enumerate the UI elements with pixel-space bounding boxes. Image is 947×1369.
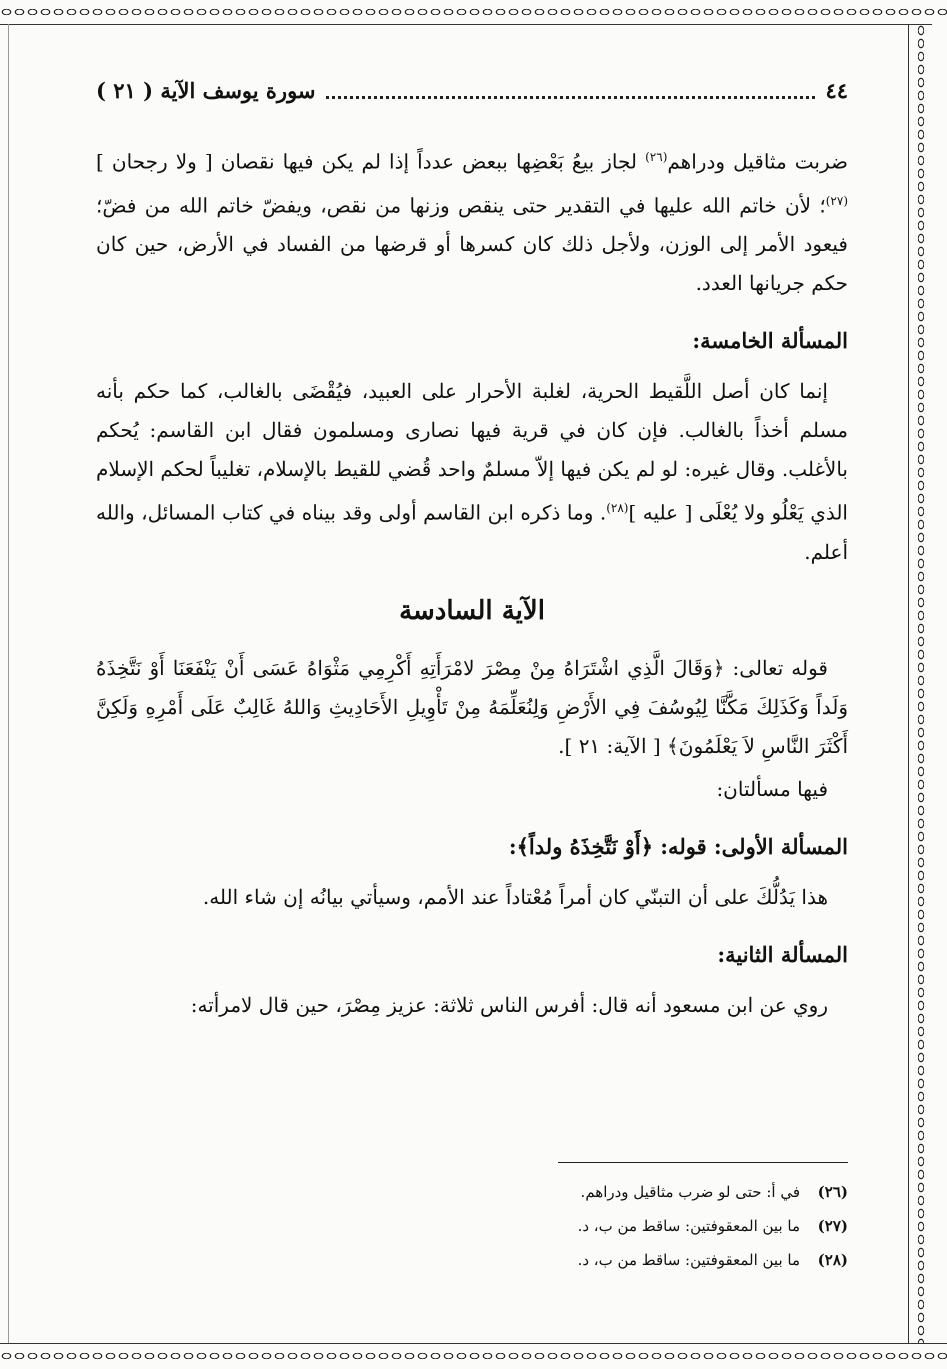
ornamental-border-right: [908, 24, 933, 1343]
ornamental-border-top: [0, 0, 947, 25]
page-number: ٤٤: [825, 77, 848, 103]
paragraph-1-text-c: ؛ لأن خاتم الله عليها في التقدير حتى ينقص وزنها من نقص، ويفضّ خاتم الله من فضّ؛ فيعود الأمر إلى الوزن، ولأجل ذلك كان كسرها أو قرضها من الفساد في الأرض، حين كان حكم جريانها العدد.: [96, 193, 848, 296]
footnote-item: [420, 1209, 848, 1243]
footnote-text: ما بين المعقوفتين: ساقط من ب، د.: [577, 1217, 800, 1235]
footnote-ref-27: (٢٧): [825, 193, 848, 208]
footnotes: [420, 1175, 848, 1277]
border-left: [0, 24, 9, 1343]
footnote-text: ما بين المعقوفتين: ساقط من ب، د.: [577, 1251, 800, 1269]
verse-text: قوله تعالى: ﴿وَقَالَ الَّذِي اشْتَرَاهُ مِنْ مِصْرَ لامْرَأَتِهِ أَكْرِمِي مَثْوَاهُ عَسَى أَنْ يَنْفَعَنَا أَوْ نَتَّخِذَهُ وَلَداً وَكَذَلِكَ مَكَّنَّا لِيُوسُفَ فِي الأَرْضِ وَلِنُعَلِّمَهُ مِنْ تَأْوِيلِ الأَحَادِيثِ وَاللهُ غَالِبٌ عَلَى أَمْرِهِ وَلَكِنَّ أَكْثَرَ النَّاسِ لاَ يَعْلَمُونَ﴾ [ الآية: ٢١ ].: [96, 655, 848, 758]
footnote-number: (٢٧): [817, 1217, 848, 1235]
running-header: [96, 70, 848, 110]
footnote-item: [420, 1175, 848, 1209]
paragraph-6: روي عن ابن مسعود أنه قال: أفرس الناس ثلاثة: عزيز مِصْرَ، حين قال لامرأته:: [190, 992, 828, 1017]
paragraph-1: [96, 138, 848, 303]
footnote-separator: [558, 1162, 848, 1163]
heading-second-issue: المسألة الثانية:: [717, 941, 848, 967]
footnote-number: (٢٨): [817, 1251, 848, 1269]
page-content: [96, 70, 848, 1029]
ornamental-border-bottom: [0, 1343, 947, 1368]
paragraph-4: فيها مسألتان:: [716, 776, 828, 801]
header-dot-leader: [326, 93, 816, 99]
paragraph-1-text-a: ضربت مثاقيل ودراهم: [667, 149, 848, 174]
footnote-text: في أ: حتى لو ضرب مثاقيل ودراهم.: [580, 1183, 800, 1201]
section-title: الآية السادسة: [399, 595, 545, 626]
paragraph-2-text-a: إنما كان أصل اللَّقيط الحرية، لغلبة الأحرار على العبيد، فيُقْضَى بالغالب، كما حكم بأنه مسلم أخذاً بالغالب. فإن كان في قرية فيها نصارى ومسلمون فقال ابن القاسم: يُحكم بالأغلب. وقال غيره: لو لم يكن فيها إلاّ مسلمٌ واحد قُضي للقيط بالإسلام، تغليباً لحكم الإسلام الذي يَعْلُو ولا يُعْلَى [ عليه ]: [96, 379, 848, 525]
footnote-item: [420, 1243, 848, 1277]
footnote-ref-28: (٢٨): [606, 501, 629, 516]
paragraph-5: هذا يَدُلُّكَ على أن التبنّي كان أمراً مُعْتاداً عند الأمم، وسيأتي بيانُه إن شاء الله.: [202, 884, 828, 909]
footnote-number: (٢٦): [817, 1183, 848, 1201]
footnote-ref-26: (٢٦): [645, 150, 668, 164]
paragraph-2-text-b: . وما ذكره ابن القاسم أولى وقد بيناه في كتاب المسائل، والله أعلم.: [96, 500, 848, 564]
heading-first-issue: المسألة الأولى: قوله: ﴿أَوْ نَتَّخِذَهُ ولداً﴾:: [508, 833, 848, 859]
page-margin-right: [932, 24, 947, 1343]
heading-fifth-issue: المسألة الخامسة:: [692, 328, 848, 354]
paragraph-1-text-b: لجاز بيعُ بَعْضِها ببعض عدداً إذا لم يكن فيها نقصان [ ولا رجحان ]: [96, 149, 646, 174]
running-title: سورة يوسف الآية ( ٢١ ): [96, 77, 316, 103]
paragraph-3-verse: [96, 649, 848, 766]
paragraph-2: [96, 372, 848, 572]
